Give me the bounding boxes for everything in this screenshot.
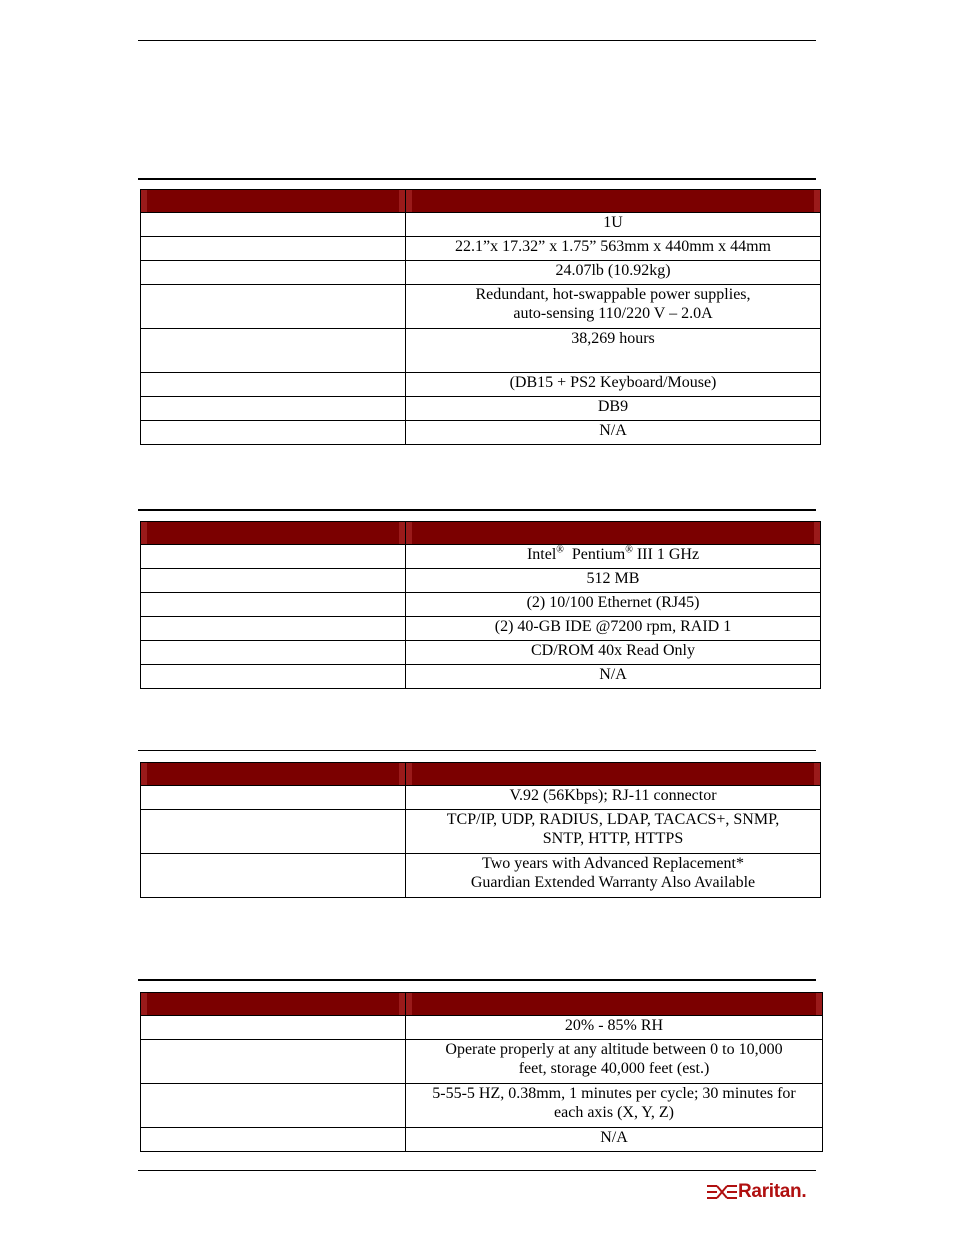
table-row bbox=[141, 421, 821, 445]
table-row bbox=[141, 854, 821, 898]
section-rule-connectivity bbox=[138, 750, 816, 751]
table-row bbox=[141, 545, 821, 569]
table-row bbox=[141, 1084, 823, 1128]
spec-value: Two years with Advanced Replacement* Guardian Extended Warranty Also Available bbox=[406, 854, 821, 898]
spec-value: 20% - 85% RH bbox=[406, 1016, 823, 1040]
table-row bbox=[141, 261, 821, 285]
table-header-bar bbox=[141, 763, 821, 786]
table-row bbox=[141, 810, 821, 854]
connectivity-spec-table bbox=[140, 762, 821, 898]
spec-value: (2) 10/100 Ethernet (RJ45) bbox=[406, 593, 821, 617]
spec-value: V.92 (56Kbps); RJ-11 connector bbox=[406, 786, 821, 810]
section-rule-platform bbox=[138, 509, 816, 511]
raritan-logo-icon bbox=[706, 1182, 738, 1202]
table-row bbox=[141, 285, 821, 329]
spec-value: 38,269 hours bbox=[406, 329, 821, 373]
spec-value: 22.1”x 17.32” x 1.75” 563mm x 440mm x 44mm bbox=[406, 237, 821, 261]
table-row bbox=[141, 569, 821, 593]
table-row bbox=[141, 237, 821, 261]
environment-spec-table bbox=[140, 992, 823, 1152]
spec-value: 5-55-5 HZ, 0.38mm, 1 minutes per cycle; 30 minutes for each axis (X, Y, Z) bbox=[406, 1084, 823, 1128]
table-row bbox=[141, 1128, 823, 1152]
table-row bbox=[141, 786, 821, 810]
raritan-logo bbox=[706, 1180, 806, 1204]
spec-value: Redundant, hot-swappable power supplies, auto-sensing 110/220 V – 2.0A bbox=[406, 285, 821, 329]
table-row bbox=[141, 1040, 823, 1084]
table-row bbox=[141, 1016, 823, 1040]
spec-value: N/A bbox=[406, 665, 821, 689]
platform-spec-table bbox=[140, 521, 821, 689]
top-rule bbox=[138, 40, 816, 41]
spec-value: (DB15 + PS2 Keyboard/Mouse) bbox=[406, 373, 821, 397]
table-row bbox=[141, 329, 821, 373]
section-rule-hardware bbox=[138, 178, 816, 180]
spec-value-cpu: Intel® Pentium® III 1 GHz bbox=[406, 545, 821, 569]
table-row bbox=[141, 641, 821, 665]
table-row bbox=[141, 665, 821, 689]
table-row bbox=[141, 593, 821, 617]
spec-value: TCP/IP, UDP, RADIUS, LDAP, TACACS+, SNMP, SNTP, HTTP, HTTPS bbox=[406, 810, 821, 854]
spec-value: CD/ROM 40x Read Only bbox=[406, 641, 821, 665]
section-rule-environment bbox=[138, 979, 816, 981]
footer-rule bbox=[138, 1170, 816, 1171]
spec-value: Operate properly at any altitude between 0 to 10,000 feet, storage 40,000 feet (est.) bbox=[406, 1040, 823, 1084]
table-header-bar bbox=[141, 993, 823, 1016]
spec-value: (2) 40-GB IDE @7200 rpm, RAID 1 bbox=[406, 617, 821, 641]
spec-value: 1U bbox=[406, 213, 821, 237]
table-header-bar bbox=[141, 522, 821, 545]
table-row bbox=[141, 397, 821, 421]
spec-value: DB9 bbox=[406, 397, 821, 421]
spec-value: 24.07lb (10.92kg) bbox=[406, 261, 821, 285]
table-header-bar bbox=[141, 190, 821, 213]
hardware-spec-table bbox=[140, 189, 821, 445]
table-row bbox=[141, 213, 821, 237]
table-row bbox=[141, 617, 821, 641]
spec-value: 512 MB bbox=[406, 569, 821, 593]
spec-value: N/A bbox=[406, 1128, 823, 1152]
table-row bbox=[141, 373, 821, 397]
spec-value: N/A bbox=[406, 421, 821, 445]
raritan-logo-text: Raritan. bbox=[738, 1181, 807, 1202]
